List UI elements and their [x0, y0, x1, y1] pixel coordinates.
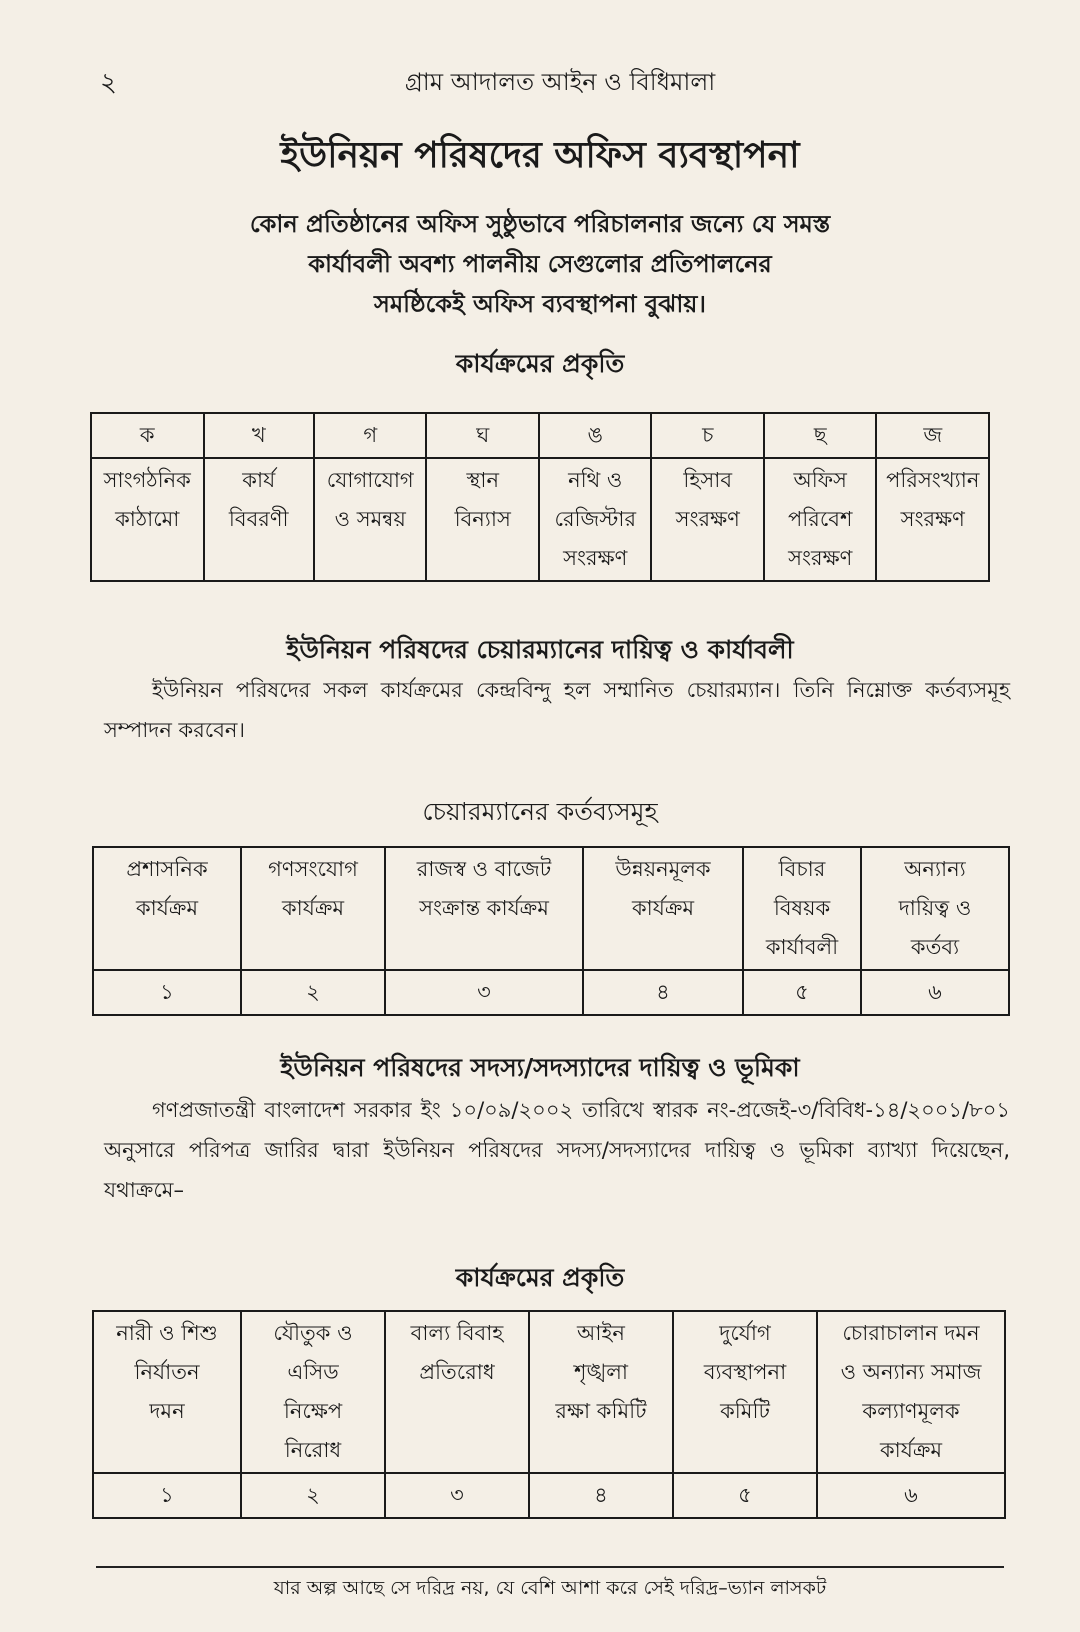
- number-cell: ৩: [385, 970, 583, 1015]
- number-cell: ৩: [385, 1473, 529, 1518]
- number-cell: ৫: [743, 970, 861, 1015]
- letter-cell: ঙ: [539, 413, 652, 458]
- item-cell-line: যোগাযোগ: [326, 468, 414, 492]
- activity-cell-line: কমিটি: [720, 1399, 770, 1423]
- duty-cell-line: কার্যাবলী: [765, 935, 839, 959]
- activity-nature-table: [90, 412, 990, 582]
- page-title: ইউনিয়ন পরিষদের অফিস ব্যবস্থাপনা: [280, 135, 800, 176]
- section2-heading: ইউনিয়ন পরিষদের চেয়ারম্যানের দায়িত্ব ও কার্যাবলী: [286, 635, 794, 664]
- activity-cell-line: রক্ষা কমিটি: [555, 1399, 647, 1423]
- section3-heading: ইউনিয়ন পরিষদের সদস্য/সদস্যাদের দায়িত্ব ও ভূমিকা: [280, 1053, 800, 1082]
- number-cell: ৬: [817, 1473, 1005, 1518]
- duties-row: [93, 847, 1009, 970]
- item-cell: [426, 458, 539, 581]
- letters-row: [91, 413, 989, 458]
- activity-cell: [241, 1311, 385, 1473]
- duty-cell-line: বিষয়ক: [773, 896, 831, 920]
- item-cell-line: সংরক্ষণ: [675, 507, 740, 531]
- item-cell: [539, 458, 652, 581]
- item-cell: [876, 458, 989, 581]
- activity-cell-line: শৃঙ্খলা: [574, 1360, 628, 1384]
- duty-cell-line: বিচার: [778, 857, 826, 881]
- item-cell-line: হিসাব: [683, 468, 733, 492]
- members-paragraph: [104, 1090, 1010, 1210]
- activity-cell: [817, 1311, 1005, 1473]
- letter-cell: জ: [876, 413, 989, 458]
- item-cell-line: বিন্যাস: [454, 507, 511, 531]
- activity-cell-line: যৌতুক ও: [273, 1321, 353, 1345]
- footer-quote: যার অল্প আছে সে দরিদ্র নয়, যে বেশি আশা করে সেই দরিদ্র–ভ্যান লাসকট: [273, 1577, 827, 1599]
- duty-cell-line: কার্যক্রম: [135, 896, 199, 920]
- members-table-heading: কার্যক্রমের প্রকৃতি: [455, 1263, 625, 1292]
- activity-cell-line: নিরোধ: [284, 1438, 342, 1462]
- activity-cell-line: নির্যাতন: [134, 1360, 200, 1384]
- activity-cell-line: প্রতিরোধ: [419, 1360, 495, 1384]
- activity-cell-line: আইন: [577, 1321, 625, 1345]
- number-cell: ৪: [583, 970, 743, 1015]
- item-cell-line: সংরক্ষণ: [900, 507, 965, 531]
- duty-cell-line: কার্যক্রম: [631, 896, 695, 920]
- item-cell-line: পরিবেশ: [788, 507, 853, 531]
- activity-cell: [93, 1311, 241, 1473]
- item-cell-line: কাঠামো: [115, 507, 180, 531]
- item-cell-line: সাংগঠনিক: [103, 468, 191, 492]
- page-header: [100, 62, 1020, 102]
- item-cell: [314, 458, 427, 581]
- item-cell-line: কার্য: [242, 468, 276, 492]
- letter-cell: গ: [314, 413, 427, 458]
- activity-cell-line: নিক্ষেপ: [283, 1399, 343, 1423]
- activity-cell-line: নারী ও শিশু: [116, 1321, 218, 1345]
- duty-cell: [743, 847, 861, 970]
- duty-cell: [93, 847, 241, 970]
- duty-cell-line: কার্যক্রম: [281, 896, 345, 920]
- number-cell: ৬: [861, 970, 1009, 1015]
- letter-cell: খ: [204, 413, 314, 458]
- chairman-paragraph-text: ইউনিয়ন পরিষদের সকল কার্যক্রমের কেন্দ্রবিন্দু হল সম্মানিত চেয়ারম্যান। তিনি নিম্নোক্ত কর্তব্যসমূহ সম্পাদন করবেন।: [104, 678, 1010, 742]
- item-cell: [204, 458, 314, 581]
- duty-cell-line: দায়িত্ব ও: [898, 896, 972, 920]
- number-cell: ২: [241, 1473, 385, 1518]
- letter-cell: চ: [651, 413, 764, 458]
- item-cell-line: পরিসংখ্যান: [886, 468, 980, 492]
- letter-cell: ছ: [764, 413, 877, 458]
- duty-cell: [861, 847, 1009, 970]
- activity-cell: [529, 1311, 673, 1473]
- members-activity-table: [92, 1310, 1006, 1519]
- duty-cell: [241, 847, 385, 970]
- section1-heading: কার্যক্রমের প্রকৃতি: [455, 349, 625, 378]
- duty-cell-line: গণসংযোগ: [268, 857, 358, 881]
- number-cell: ১: [93, 1473, 241, 1518]
- duty-cell-line: কর্তব্য: [910, 935, 960, 959]
- duty-cell-line: অন্যান্য: [904, 857, 966, 881]
- activities-row: [93, 1311, 1005, 1473]
- intro-line: কার্যাবলী অবশ্য পালনীয় সেগুলোর প্রতিপালনের: [308, 250, 772, 278]
- activity-cell-line: কল্যাণমূলক: [862, 1399, 960, 1423]
- items-row: [91, 458, 989, 581]
- activity-cell-line: ও অন্যান্য সমাজ: [840, 1360, 982, 1384]
- activity-cell-line: বাল্য বিবাহ: [410, 1321, 504, 1345]
- item-cell: [651, 458, 764, 581]
- duty-cell: [583, 847, 743, 970]
- chairman-duties-table: [92, 846, 1010, 1016]
- duty-cell-line: প্রশাসনিক: [126, 857, 208, 881]
- chairman-paragraph: [104, 670, 1010, 750]
- activity-cell-line: ব্যবস্থাপনা: [703, 1360, 787, 1384]
- members-paragraph-text: গণপ্রজাতন্ত্রী বাংলাদেশ সরকার ইং ১০/০৯/২০০২ তারিখে স্বারক নং-প্রজেই-৩/বিবিধ-১৪/২০০১/৮০১ অনুসারে পরিপত্র জারির দ্বারা ইউনিয়ন পরিষদের সদস্য/সদস্যাদের দায়িত্ব ও ভূমিকা ব্যাখ্যা দিয়েছেন, যথাক্রমে–: [104, 1098, 1010, 1202]
- intro-line: সমষ্ঠিকেই অফিস ব্যবস্থাপনা বুঝায়।: [373, 290, 706, 318]
- item-cell-line: সংরক্ষণ: [563, 546, 628, 570]
- numbers-row: [93, 970, 1009, 1015]
- activity-cell-line: দমন: [149, 1399, 185, 1423]
- item-cell: [764, 458, 877, 581]
- item-cell-line: রেজিস্টার: [554, 507, 637, 531]
- item-cell-line: অফিস: [793, 468, 847, 492]
- number-cell: ২: [241, 970, 385, 1015]
- activity-cell: [385, 1311, 529, 1473]
- running-title: গ্রাম আদালত আইন ও বিধিমালা: [404, 68, 716, 96]
- activity-cell-line: দুর্যোগ: [719, 1321, 771, 1345]
- item-cell-line: ও সমন্বয়: [334, 507, 406, 531]
- duty-cell-line: উন্নয়নমূলক: [615, 857, 711, 881]
- number-cell: ১: [93, 970, 241, 1015]
- item-cell-line: বিবরণী: [228, 507, 289, 531]
- intro-text: [150, 204, 930, 324]
- item-cell-line: নথি ও: [568, 468, 623, 492]
- letter-cell: ক: [91, 413, 204, 458]
- page-number: ২: [100, 68, 117, 98]
- numbers-row: [93, 1473, 1005, 1518]
- item-cell: [91, 458, 204, 581]
- intro-line: কোন প্রতিষ্ঠানের অফিস সুষ্ঠুভাবে পরিচালনার জন্যে যে সমস্ত: [249, 210, 831, 238]
- duty-cell-line: সংক্রান্ত কার্যক্রম: [419, 896, 549, 920]
- activity-cell-line: চোরাচালান দমন: [842, 1321, 980, 1345]
- number-cell: ৪: [529, 1473, 673, 1518]
- chairman-table-heading: চেয়ারম্যানের কর্তব্যসমূহ: [422, 797, 658, 826]
- activity-cell: [673, 1311, 817, 1473]
- duty-cell-line: রাজস্ব ও বাজেট: [416, 857, 552, 881]
- duty-cell: [385, 847, 583, 970]
- footer-divider: [96, 1566, 1004, 1568]
- activity-cell-line: এসিড: [287, 1360, 339, 1384]
- item-cell-line: স্থান: [466, 468, 499, 492]
- number-cell: ৫: [673, 1473, 817, 1518]
- item-cell-line: সংরক্ষণ: [788, 546, 853, 570]
- letter-cell: ঘ: [426, 413, 539, 458]
- activity-cell-line: কার্যক্রম: [879, 1438, 943, 1462]
